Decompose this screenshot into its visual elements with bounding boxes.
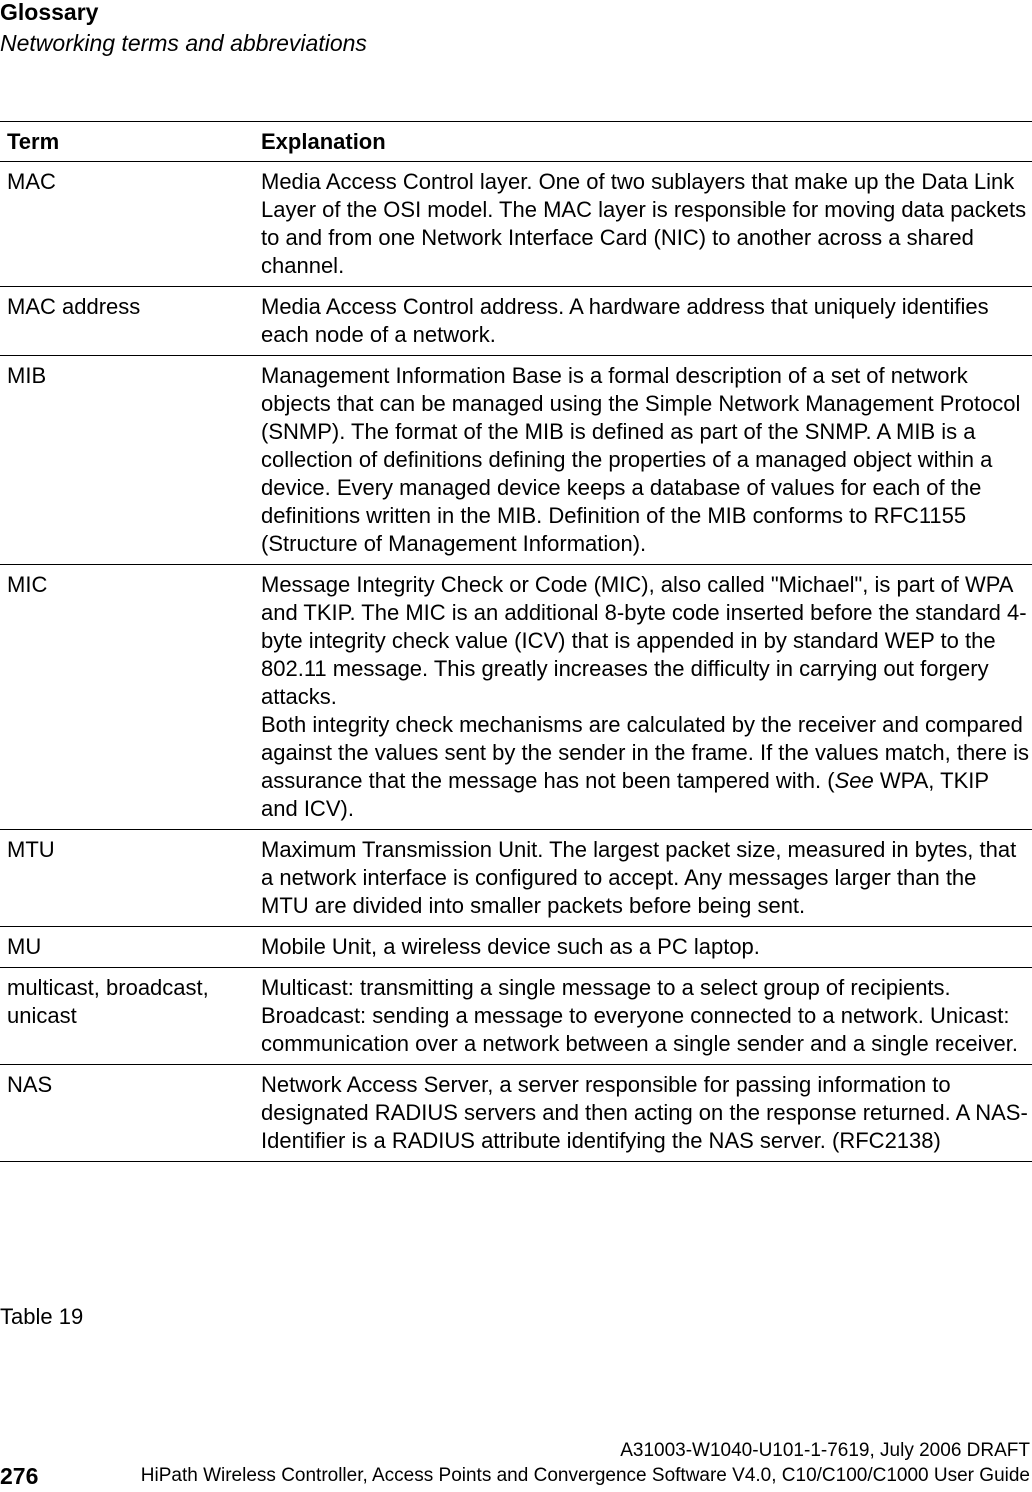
explanation-cell: Media Access Control layer. One of two sublayers that make up the Data Link Layer of the OSI model. The MAC layer is responsible for moving data packets to and from one Network Interface Card (NIC) to another across a shared channel.	[254, 162, 1032, 287]
explanation-text: WPA, TKIP and ICV).	[261, 768, 989, 821]
see-reference: See	[834, 768, 874, 793]
term-cell: MIB	[0, 356, 254, 565]
term-cell: MAC address	[0, 287, 254, 356]
explanation-cell: Management Information Base is a formal description of a set of network objects that can be managed using the Simple Network Management Protocol (SNMP). The format of the MIB is defined as part of the SNMP. A MIB is a collection of definitions defining the properties of a managed object within a device. Every managed device keeps a database of values for each of the definitions written in the MIB. Definition of the MIB conforms to RFC1155 (Structure of Management Information).	[254, 356, 1032, 565]
glossary-table	[0, 121, 1032, 1162]
document-code: A31003-W1040-U101-1-7619, July 2006 DRAFT	[620, 1440, 1030, 1461]
term-cell: MAC	[0, 162, 254, 287]
explanation-paragraph: Message Integrity Check or Code (MIC), also called "Michael", is part of WPA and TKIP. The MIC is an additional 8-byte code inserted before the standard 4-byte integrity check value (ICV) that is appended in by standard WEP to the 802.11 message. This greatly increases the difficulty in carrying out forgery attacks.	[261, 572, 1027, 709]
column-header-explanation: Explanation	[254, 122, 1032, 162]
term-cell: MIC	[0, 565, 254, 830]
column-header-term: Term	[0, 122, 254, 162]
explanation-text: Both integrity check mechanisms are calculated by the receiver and compared against the values sent by the sender in the frame. If the values match, there is assurance that the message has not been tampered with. (	[261, 712, 1029, 793]
explanation-paragraph	[261, 711, 1030, 823]
explanation-cell: Maximum Transmission Unit. The largest packet size, measured in bytes, that a network interface is configured to accept. Any messages larger than the MTU are divided into smaller packets before being sent.	[254, 830, 1032, 927]
table-row	[0, 830, 1032, 927]
term-cell: MU	[0, 927, 254, 968]
table-caption: Table 19	[0, 1304, 84, 1329]
table-row	[0, 1065, 1032, 1162]
explanation-cell	[254, 565, 1032, 830]
page-title: Glossary	[0, 0, 99, 25]
term-cell: MTU	[0, 830, 254, 927]
table-row	[0, 287, 1032, 356]
table-row	[0, 968, 1032, 1065]
table-row	[0, 162, 1032, 287]
term-cell: NAS	[0, 1065, 254, 1162]
document-title: HiPath Wireless Controller, Access Points and Convergence Software V4.0, C10/C100/C1000 User Guide	[140, 1465, 1030, 1486]
explanation-cell: Media Access Control address. A hardware address that uniquely identifies each node of a network.	[254, 287, 1032, 356]
page-number: 276	[0, 1463, 39, 1489]
page-footer	[0, 1464, 1030, 1488]
page-subtitle: Networking terms and abbreviations	[0, 30, 367, 56]
table-row	[0, 927, 1032, 968]
table-header-row	[0, 122, 1032, 162]
term-cell: multicast, broadcast, unicast	[0, 968, 254, 1065]
explanation-cell: Network Access Server, a server responsible for passing information to designated RADIUS servers and then acting on the response returned. A NAS-Identifier is a RADIUS attribute identifying the NAS server. (RFC2138)	[254, 1065, 1032, 1162]
table-row	[0, 356, 1032, 565]
explanation-cell: Multicast: transmitting a single message to a select group of recipients. Broadcast: sending a message to everyone connected to a network. Unicast: communication over a network between a single sender and a single receiver.	[254, 968, 1032, 1065]
table-row	[0, 565, 1032, 830]
explanation-cell: Mobile Unit, a wireless device such as a PC laptop.	[254, 927, 1032, 968]
